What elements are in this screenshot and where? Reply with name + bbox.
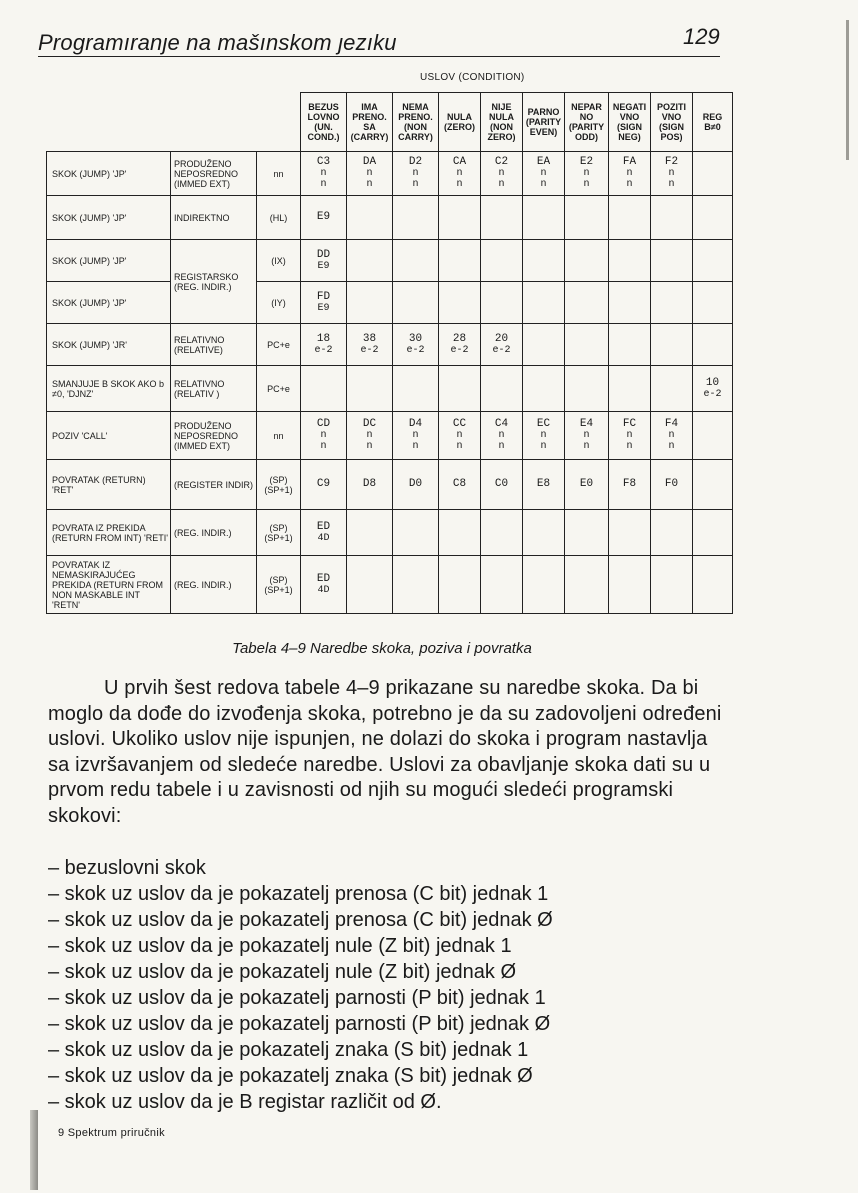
operand-byte: n <box>320 168 327 179</box>
operand-byte: e-2 <box>703 388 722 400</box>
opcode-cell <box>439 152 481 196</box>
operand-byte: n <box>498 441 505 452</box>
opcode-cell <box>393 240 439 282</box>
operand-byte: E9 <box>317 260 330 272</box>
operand: PC+e <box>257 324 301 366</box>
opcode-cell <box>439 282 481 324</box>
row-label: SKOK (JUMP) 'JR' <box>47 324 171 366</box>
opcode: C3 <box>316 156 331 168</box>
opcode-cell <box>393 152 439 196</box>
operand: nn <box>257 412 301 460</box>
list-item: – skok uz uslov da je pokazatelj znaka (S bit) jednak Ø <box>48 1065 533 1087</box>
opcode-cell <box>651 556 693 614</box>
opcode: F0 <box>664 478 679 490</box>
col-carry: IMA PRENO. SA (CARRY) <box>347 93 393 152</box>
col-non-zero: NIJE NULA (NON ZERO) <box>481 93 523 152</box>
opcode-cell <box>481 366 523 412</box>
opcode-cell <box>693 152 733 196</box>
opcode-cell <box>393 556 439 614</box>
opcode: FD <box>316 290 331 303</box>
operand-byte: n <box>626 441 633 452</box>
operand-byte: n <box>366 179 373 190</box>
list-item: – skok uz uslov da je pokazatelj nule (Z bit) jednak Ø <box>48 961 517 983</box>
operand-byte: n <box>583 430 590 441</box>
opcode: DA <box>362 156 377 168</box>
opcode-cell <box>651 460 693 510</box>
opcode-cell <box>393 366 439 412</box>
operand-byte: n <box>668 179 675 190</box>
operand-byte: n <box>412 179 419 190</box>
opcode-cell <box>481 240 523 282</box>
opcode-cell <box>609 510 651 556</box>
addressing-mode: PRODUŽENO NEPOSREDNO (IMMED EXT) <box>171 152 257 196</box>
opcode-cell <box>651 510 693 556</box>
opcode-cell <box>481 412 523 460</box>
addressing-mode: (REG. INDIR.) <box>171 510 257 556</box>
operand-byte: e-2 <box>360 344 379 356</box>
opcode-cell <box>523 282 565 324</box>
opcode-cell <box>651 324 693 366</box>
opcode: C9 <box>316 478 331 490</box>
row-label: POVRATAK (RETURN) 'RET' <box>47 460 171 510</box>
operand-byte: n <box>626 430 633 441</box>
opcode-cell <box>301 240 347 282</box>
opcode-cell <box>439 240 481 282</box>
opcode: C8 <box>452 478 467 490</box>
condition-header-row <box>47 93 733 152</box>
table-row <box>47 152 733 196</box>
operand-byte: n <box>540 441 547 452</box>
opcode-cell <box>523 510 565 556</box>
col-parity-even: PARNO (PARITY EVEN) <box>523 93 565 152</box>
opcode-cell <box>565 282 609 324</box>
operand-byte: n <box>626 168 633 179</box>
opcode: ED <box>316 572 331 585</box>
opcode-cell <box>481 556 523 614</box>
opcode-cell <box>609 240 651 282</box>
table-row <box>47 366 733 412</box>
opcode: F8 <box>622 478 637 490</box>
opcode-cell <box>651 152 693 196</box>
opcode-cell <box>609 324 651 366</box>
opcode-cell <box>651 196 693 240</box>
opcode-cell <box>439 556 481 614</box>
opcode: 10 <box>705 376 720 389</box>
opcode-cell <box>693 366 733 412</box>
opcode-cell <box>651 366 693 412</box>
opcode-cell <box>523 366 565 412</box>
opcode: CD <box>316 418 331 430</box>
opcode-cell <box>393 196 439 240</box>
operand-byte: n <box>583 179 590 190</box>
page-number: 129 <box>683 24 720 49</box>
opcode-cell <box>693 282 733 324</box>
operand-byte: n <box>540 179 547 190</box>
table-row <box>47 240 733 282</box>
opcode-cell <box>393 510 439 556</box>
list-item: – skok uz uslov da je pokazatelj parnosti (P bit) jednak 1 <box>48 987 546 1009</box>
opcode: ED <box>316 520 331 533</box>
opcode: D0 <box>408 478 423 490</box>
operand-byte: n <box>320 441 327 452</box>
opcode-cell <box>523 324 565 366</box>
opcode: 28 <box>452 332 467 345</box>
opcode-cell <box>347 460 393 510</box>
table-row <box>47 556 733 614</box>
opcode-cell <box>693 240 733 282</box>
opcode-cell <box>301 510 347 556</box>
opcode-cell <box>347 152 393 196</box>
page-edge-shadow <box>30 1110 38 1190</box>
opcode: D2 <box>408 156 423 168</box>
opcode: 20 <box>494 332 509 345</box>
operand-byte: e-2 <box>314 344 333 356</box>
operand-byte: n <box>366 441 373 452</box>
opcode-cell <box>301 412 347 460</box>
opcode: FA <box>622 156 637 168</box>
opcode-cell <box>481 282 523 324</box>
condition-label: USLOV (CONDITION) <box>420 72 525 83</box>
opcode: D8 <box>362 478 377 490</box>
operand-byte: n <box>412 168 419 179</box>
opcode-cell <box>393 282 439 324</box>
opcode: D4 <box>408 418 423 430</box>
col-sign-neg: NEGATI VNO (SIGN NEG) <box>609 93 651 152</box>
opcode: FC <box>622 418 637 430</box>
table-row <box>47 460 733 510</box>
opcode-cell <box>565 196 609 240</box>
list-item: – skok uz uslov da je pokazatelj nule (Z bit) jednak 1 <box>48 935 512 957</box>
opcode-cell <box>609 460 651 510</box>
opcode-cell <box>565 152 609 196</box>
opcode-cell <box>609 366 651 412</box>
table-row <box>47 412 733 460</box>
opcode-cell <box>301 324 347 366</box>
operand-byte: n <box>668 441 675 452</box>
addressing-mode: RELATIVNO (RELATIVE) <box>171 324 257 366</box>
operand-byte: n <box>583 441 590 452</box>
opcode: 38 <box>362 332 377 345</box>
opcode: F2 <box>664 156 679 168</box>
operand: PC+e <box>257 366 301 412</box>
row-label: POVRATAK IZ NEMASKIRAJUĆEG PREKIDA (RETURN FROM NON MASKABLE INT 'RETN' <box>47 556 171 614</box>
opcode: E2 <box>579 156 594 168</box>
operand-byte: n <box>498 168 505 179</box>
col-zero: NULA (ZERO) <box>439 93 481 152</box>
operand-byte: n <box>456 430 463 441</box>
opcode-cell <box>481 510 523 556</box>
operand-byte: e-2 <box>450 344 469 356</box>
opcode-cell <box>347 240 393 282</box>
opcode: C4 <box>494 418 509 430</box>
opcode-cell <box>609 282 651 324</box>
operand-byte: n <box>540 430 547 441</box>
addressing-mode: INDIREKTNO <box>171 196 257 240</box>
opcode-cell <box>393 460 439 510</box>
addressing-mode: PRODUŽENO NEPOSREDNO (IMMED EXT) <box>171 412 257 460</box>
opcode-cell <box>565 240 609 282</box>
opcode-cell <box>693 324 733 366</box>
opcode-cell <box>393 412 439 460</box>
opcode-cell <box>523 460 565 510</box>
opcode-cell <box>347 366 393 412</box>
table-caption: Tabela 4–9 Naredbe skoka, poziva i povratka <box>232 640 532 657</box>
opcode-cell <box>609 556 651 614</box>
opcode-cell <box>347 556 393 614</box>
addressing-mode: (REGISTER INDIR) <box>171 460 257 510</box>
opcode-cell <box>693 556 733 614</box>
opcode-cell <box>523 196 565 240</box>
opcode-cell <box>393 324 439 366</box>
addressing-mode: (REG. INDIR.) <box>171 556 257 614</box>
opcode: CA <box>452 156 467 168</box>
operand-byte: n <box>320 179 327 190</box>
row-label: SKOK (JUMP) 'JP' <box>47 240 171 282</box>
opcode-cell <box>301 460 347 510</box>
table-row <box>47 282 733 324</box>
addressing-mode: REGISTARSKO (REG. INDIR.) <box>171 240 257 324</box>
operand-byte: n <box>668 168 675 179</box>
col-unconditional: BEZUS LOVNO (UN. COND.) <box>301 93 347 152</box>
row-label: SKOK (JUMP) 'JP' <box>47 196 171 240</box>
operand: (SP) (SP+1) <box>257 556 301 614</box>
opcode-cell <box>301 196 347 240</box>
opcode: EA <box>536 156 551 168</box>
opcode: E8 <box>536 478 551 490</box>
row-label: SMANJUJE B SKOK AKO b ≠0, 'DJNZ' <box>47 366 171 412</box>
opcode-cell <box>651 240 693 282</box>
jump-conditions-list <box>48 855 708 1115</box>
table-row <box>47 324 733 366</box>
operand-byte: n <box>540 168 547 179</box>
page-edge-mark <box>846 20 849 160</box>
opcode-cell <box>565 412 609 460</box>
list-item: – skok uz uslov da je pokazatelj parnosti (P bit) jednak Ø <box>48 1013 551 1035</box>
opcode-cell <box>481 152 523 196</box>
opcode-cell <box>651 412 693 460</box>
opcode-cell <box>439 510 481 556</box>
opcode-cell <box>347 412 393 460</box>
operand-byte: n <box>320 430 327 441</box>
opcode-cell <box>301 366 347 412</box>
opcode-cell <box>347 324 393 366</box>
operand: (SP) (SP+1) <box>257 510 301 556</box>
list-item: – skok uz uslov da je pokazatelj znaka (S bit) jednak 1 <box>48 1039 529 1061</box>
opcode-cell <box>693 412 733 460</box>
opcode-cell <box>347 196 393 240</box>
opcode-cell <box>439 366 481 412</box>
row-label: POVRATA IZ PREKIDA (RETURN FROM INT) 'RETI' <box>47 510 171 556</box>
col-sign-pos: POZITI VNO (SIGN POS) <box>651 93 693 152</box>
body-paragraph <box>48 676 728 829</box>
opcode-cell <box>565 460 609 510</box>
opcode: EC <box>536 418 551 430</box>
opcode: 18 <box>316 332 331 345</box>
opcode-cell <box>693 196 733 240</box>
operand-byte: E9 <box>317 302 330 314</box>
opcode-cell <box>523 240 565 282</box>
operand-byte: n <box>366 430 373 441</box>
operand-byte: n <box>412 441 419 452</box>
addressing-mode: RELATIVNO (RELATIV ) <box>171 366 257 412</box>
opcode: E0 <box>579 478 594 490</box>
operand-byte: n <box>498 179 505 190</box>
opcode: E9 <box>316 211 331 223</box>
opcode: F4 <box>664 418 679 430</box>
opcode-cell <box>301 152 347 196</box>
opcode-cell <box>301 556 347 614</box>
table-row <box>47 510 733 556</box>
opcode-cell <box>609 196 651 240</box>
opcode-cell <box>523 556 565 614</box>
opcode-cell <box>609 152 651 196</box>
opcode-cell <box>565 324 609 366</box>
jump-instructions-table <box>46 92 733 614</box>
operand: (IX) <box>257 240 301 282</box>
opcode: CC <box>452 418 467 430</box>
operand: (HL) <box>257 196 301 240</box>
list-item: – skok uz uslov da je B registar različit od Ø. <box>48 1091 442 1113</box>
operand-byte: e-2 <box>406 344 425 356</box>
operand-byte: n <box>668 430 675 441</box>
operand-byte: n <box>456 168 463 179</box>
operand-byte: n <box>498 430 505 441</box>
paragraph-text: U prvih šest redova tabele 4–9 prikazane su naredbe skoka. Da bi moglo da dođe do izvođenja skoka, potrebno je da su zadovoljeni određeni uslovi. Ukoliko uslov nije ispunjen, ne dolazi do skoka i program nastavlja sa izvršavanjem od sledeće naredbe. Uslovi za obavljanje skoka dati su u prvom redu tabele i u zavisnosti od njih su mogući sledeći programski skokovi: <box>48 677 722 827</box>
opcode-cell <box>439 196 481 240</box>
page-footer: 9 Spektrum priručnik <box>58 1127 165 1139</box>
opcode-cell <box>481 460 523 510</box>
opcode: DC <box>362 418 377 430</box>
list-item: – skok uz uslov da je pokazatelj prenosa (C bit) jednak 1 <box>48 883 549 905</box>
opcode-cell <box>565 366 609 412</box>
opcode: C0 <box>494 478 509 490</box>
opcode-cell <box>523 152 565 196</box>
operand: nn <box>257 152 301 196</box>
row-label: POZIV 'CALL' <box>47 412 171 460</box>
opcode: DD <box>316 248 331 261</box>
opcode-cell <box>347 510 393 556</box>
col-parity-odd: NEPAR NO (PARITY ODD) <box>565 93 609 152</box>
opcode-cell <box>693 460 733 510</box>
opcode-cell <box>565 510 609 556</box>
opcode: C2 <box>494 156 509 168</box>
opcode-cell <box>347 282 393 324</box>
opcode-cell <box>609 412 651 460</box>
opcode-cell <box>523 412 565 460</box>
col-reg-b: REG B≠0 <box>693 93 733 152</box>
operand-byte: n <box>456 441 463 452</box>
operand: (SP) (SP+1) <box>257 460 301 510</box>
operand-byte: 4D <box>317 532 330 544</box>
list-item: – skok uz uslov da je pokazatelj prenosa (C bit) jednak Ø <box>48 909 553 931</box>
row-label: SKOK (JUMP) 'JP' <box>47 282 171 324</box>
operand-byte: 4D <box>317 584 330 596</box>
header-rule <box>38 56 720 57</box>
operand: (IY) <box>257 282 301 324</box>
opcode: 30 <box>408 332 423 345</box>
opcode-cell <box>439 460 481 510</box>
opcode-cell <box>693 510 733 556</box>
opcode-cell <box>439 324 481 366</box>
operand-byte: n <box>583 168 590 179</box>
opcode-cell <box>301 282 347 324</box>
opcode-cell <box>439 412 481 460</box>
running-header-title: Programıranȷe na mašınskom ȷezıku <box>38 30 397 55</box>
opcode-cell <box>651 282 693 324</box>
list-item: – bezuslovni skok <box>48 857 206 879</box>
operand-byte: e-2 <box>492 344 511 356</box>
opcode-cell <box>481 196 523 240</box>
operand-byte: n <box>456 179 463 190</box>
operand-byte: n <box>412 430 419 441</box>
opcode-cell <box>565 556 609 614</box>
opcode: E4 <box>579 418 594 430</box>
operand-byte: n <box>366 168 373 179</box>
opcode-cell <box>481 324 523 366</box>
row-label: SKOK (JUMP) 'JP' <box>47 152 171 196</box>
operand-byte: n <box>626 179 633 190</box>
table-row <box>47 196 733 240</box>
col-non-carry: NEMA PRENO. (NON CARRY) <box>393 93 439 152</box>
